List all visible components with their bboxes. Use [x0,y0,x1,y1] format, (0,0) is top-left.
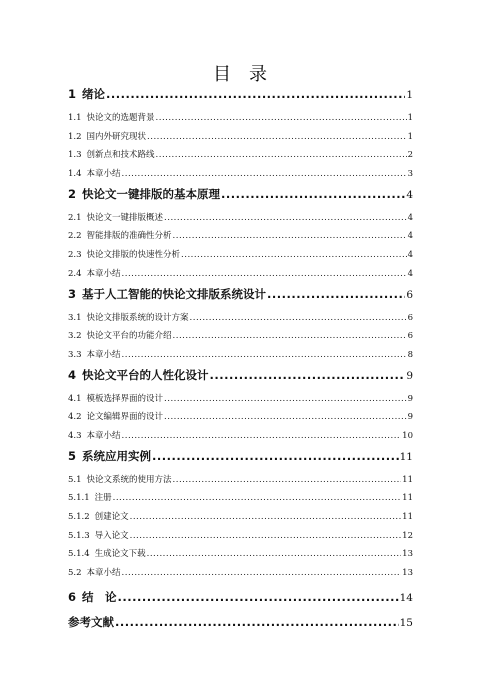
toc-leader-dots [164,394,407,404]
toc-entry-page: 9 [407,393,413,404]
toc-leader-dots [221,187,405,201]
toc-entry-number: 3.1 [68,312,82,323]
toc-entry-title: 本章小结 [86,349,121,360]
toc-leader-dots [152,449,399,463]
toc-entry-page: 9 [407,412,413,423]
toc-entry-page: 6 [407,331,413,342]
toc-entry-title: 智能排版的准确性分析 [86,231,172,242]
toc-entry-page: 1 [406,89,413,101]
toc-entry-number: 1.4 [68,169,82,180]
toc-entry-page: 10 [402,430,413,441]
toc-entry-number: 2.3 [68,250,82,261]
toc-leader-dots [190,313,407,323]
toc-entry-number: 3.3 [68,349,82,360]
toc-entry-number: 5 [68,448,77,463]
toc-entry-title: 基于人工智能的快论文排版系统设计 [82,286,267,301]
toc-leader-dots [118,590,399,604]
toc-entry[interactable] [68,329,413,348]
toc-leader-dots [173,331,407,341]
toc-entry-number: 5.1.1 [68,493,90,504]
toc-entry-title: 本章小结 [86,268,121,279]
toc-entry-number: 2.4 [68,268,82,279]
toc-leader-dots [156,150,407,160]
toc-title: 目录 [213,64,285,85]
toc-leader-dots [122,568,402,578]
toc-leader-dots [130,512,402,522]
toc-entry-title: 模板选择界面的设计 [86,393,164,404]
toc-entry-page: 1 [407,131,413,142]
toc-entry[interactable] [68,392,413,411]
toc-entry[interactable] [68,186,413,211]
toc-entry[interactable] [68,311,413,330]
toc-entry-number: 5.1.3 [68,530,90,541]
toc-entry-page: 11 [402,474,413,485]
toc-entry-title: 快论文的选题背景 [86,113,155,123]
toc-entry[interactable] [68,429,413,448]
toc-entry-number: 1.1 [68,113,82,123]
toc-entry-number: 5.2 [68,568,82,579]
toc-leader-dots [267,287,405,301]
toc-entry[interactable] [68,348,413,367]
toc-entry[interactable] [68,86,413,111]
toc-entry[interactable] [68,410,413,429]
toc-entry-page: 11 [402,493,413,504]
toc-entry-number: 1 [68,87,77,101]
toc-entry-page: 14 [399,591,413,604]
toc-entry-number: 5.1.2 [68,512,90,522]
toc-entry-page: 4 [407,250,413,261]
toc-leader-dots [113,493,402,503]
toc-entry-page: 1 [407,113,413,123]
toc-leader-dots [122,431,402,441]
toc-entry-title: 论文编辑界面的设计 [86,412,164,423]
toc-entry-number: 4.3 [68,430,82,441]
toc-entry-title: 快论文平台的人性化设计 [82,367,209,382]
toc-entry-title: 国内外研究现状 [86,131,147,142]
toc-leader-dots [156,113,407,123]
toc-entry-number: 2 [68,186,77,201]
toc-entry[interactable] [68,367,413,392]
toc-leader-dots [210,368,406,382]
toc-entry-title: 参考文献 [68,614,114,629]
toc-leader-dots [147,549,402,559]
toc-entry-title: 绪论 [82,87,106,101]
toc-entry-title: 创建论文 [94,512,129,522]
toc-entry-title: 快论文排版的快速性分析 [86,250,181,261]
toc-entry-title: 系统应用实例 [82,448,152,463]
toc-entry-page: 6 [406,288,413,301]
toc-entry-title: 导入论文 [94,530,129,541]
toc-leader-dots [130,531,402,541]
toc-leader-dots [122,169,407,179]
toc-entry-page: 4 [407,212,413,223]
toc-leader-dots [173,475,402,485]
toc-entry-page: 12 [402,530,413,541]
toc-entry-title: 生成论文下载 [94,549,146,560]
toc-entry[interactable] [68,529,413,548]
toc-entry[interactable] [68,148,413,167]
toc-entry-title: 快论文排版系统的设计方案 [86,312,189,323]
toc-entry-page: 4 [406,188,413,201]
toc-entry-title: 本章小结 [86,430,121,441]
toc-entry[interactable] [68,267,413,286]
toc-entry-page: 15 [399,616,413,629]
toc-entry[interactable] [68,130,413,149]
toc-entry[interactable] [68,111,413,130]
toc-entry-number: 3 [68,286,77,301]
toc-entry-title: 快论文系统的使用方法 [86,474,172,485]
toc-entry-title: 注册 [94,493,112,504]
toc-entry-page: 2 [407,150,413,161]
toc-entry[interactable] [68,167,413,186]
toc-list [68,86,413,639]
toc-entry[interactable] [68,614,413,639]
toc-entry-page: 9 [406,369,413,382]
toc-entry-title: 快论文一键排版的基本原理 [82,186,221,201]
toc-entry[interactable] [68,448,413,473]
toc-leader-dots [173,231,407,241]
toc-leader-dots [122,350,407,360]
toc-leader-dots [115,615,399,629]
toc-entry-number: 5.1 [68,474,82,485]
toc-entry[interactable] [68,248,413,267]
toc-entry-page: 3 [407,169,413,180]
toc-entry-title: 本章小结 [86,568,121,579]
toc-entry-number: 3.2 [68,331,82,342]
toc-leader-dots [106,87,405,101]
toc-leader-dots [122,269,407,279]
toc-entry[interactable] [68,585,413,614]
toc-entry-number: 4 [68,367,77,382]
toc-leader-dots [181,250,407,260]
toc-leader-dots [147,132,407,142]
toc-entry-page: 11 [399,450,413,463]
toc-entry-number: 4.2 [68,412,82,423]
toc-entry[interactable] [68,211,413,230]
toc-entry-number: 1.3 [68,150,82,161]
toc-entry[interactable] [68,510,413,529]
toc-entry-page: 13 [402,568,413,579]
toc-entry-title: 快论文平台的功能介绍 [86,331,172,342]
toc-entry-title: 创新点和技术路线 [86,150,155,161]
toc-entry[interactable] [68,286,413,311]
toc-entry[interactable] [68,473,413,492]
toc-entry-number: 2.1 [68,212,82,223]
toc-entry-number: 4.1 [68,393,82,404]
toc-leader-dots [164,213,407,223]
toc-entry-number: 5.1.4 [68,549,90,560]
toc-entry-title: 快论文一键排版概述 [86,212,164,223]
toc-entry-number: 2.2 [68,231,82,242]
toc-leader-dots [164,412,407,422]
toc-entry-page: 8 [407,349,413,360]
toc-entry[interactable] [68,229,413,248]
toc-entry[interactable] [68,491,413,510]
toc-entry-title: 结 论 [82,589,117,604]
toc-entry-page: 4 [407,231,413,242]
toc-entry[interactable] [68,547,413,566]
toc-entry[interactable] [68,566,413,585]
toc-entry-number: 1.2 [68,131,82,142]
toc-entry-title: 本章小结 [86,169,121,180]
toc-entry-page: 11 [402,512,413,522]
toc-entry-page: 4 [407,268,413,279]
toc-entry-number: 6 [68,589,77,604]
toc-entry-page: 6 [407,312,413,323]
toc-entry-page: 13 [402,549,413,560]
